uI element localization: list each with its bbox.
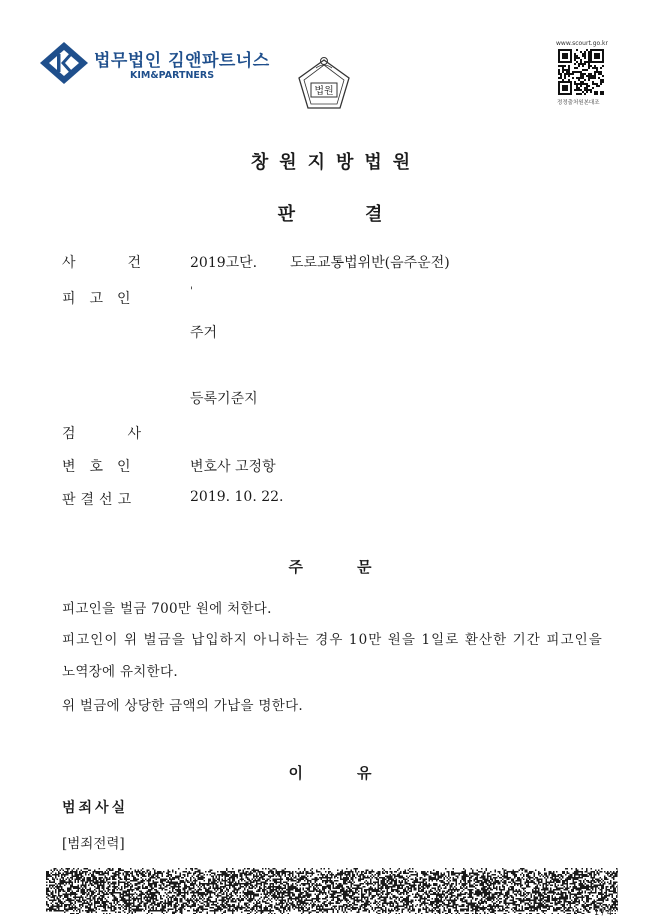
firm-logo-icon [38,40,90,86]
document-type: 판결 [277,204,453,225]
reasons-heading: 이유 [288,764,426,782]
case-number: 2019고단. [190,255,258,271]
registration-label: 등록기준지 [190,391,258,407]
crime-facts-heading: 범죄사실 [62,800,129,816]
ruling-line: 피고인을 벌금 700만 원에 처한다. [62,601,272,617]
firm-name-korean: 법무법인 김앤파트너스 [94,51,270,71]
defendant-label: 피고인 [62,291,145,307]
verification-caption: 정정출처원본대조 [557,100,600,106]
footer-noise-band [46,868,618,914]
court-seal-icon [294,54,354,116]
counsel-value: 변호사 고정항 [190,459,276,475]
case-charge: 도로교통법위반(음주운전) [290,255,450,271]
criminal-record-heading: [범죄전력] [62,836,125,852]
ruling-line: 피고인이 위 벌금을 납입하지 아니하는 경우 10만 원을 1일로 환산한 기간 피고인을 [62,632,603,648]
verdict-date-label: 판결선고 [62,492,137,508]
ruling-heading: 주문 [288,558,426,576]
page-number: 1 / 4 [594,908,612,917]
ruling-line: 위 벌금에 상당한 금액의 가납을 명한다. [62,698,304,714]
case-label: 사건 [62,255,194,271]
prosecutor-label: 검사 [62,426,194,442]
seal-text: 법원 [314,86,334,97]
address-label: 주거 [190,325,218,341]
counsel-label: 변호인 [62,459,145,475]
verification-url: www.scourt.go.kr [556,40,608,47]
defendant-value: ' [190,286,193,297]
verdict-date-value: 2019. 10. 22. [190,489,284,505]
court-name: 창원지방법원 [250,152,422,173]
qr-code-icon [558,49,604,95]
firm-name-english: KIM&PARTNERS [130,70,215,81]
ruling-line: 노역장에 유치한다. [62,664,178,680]
